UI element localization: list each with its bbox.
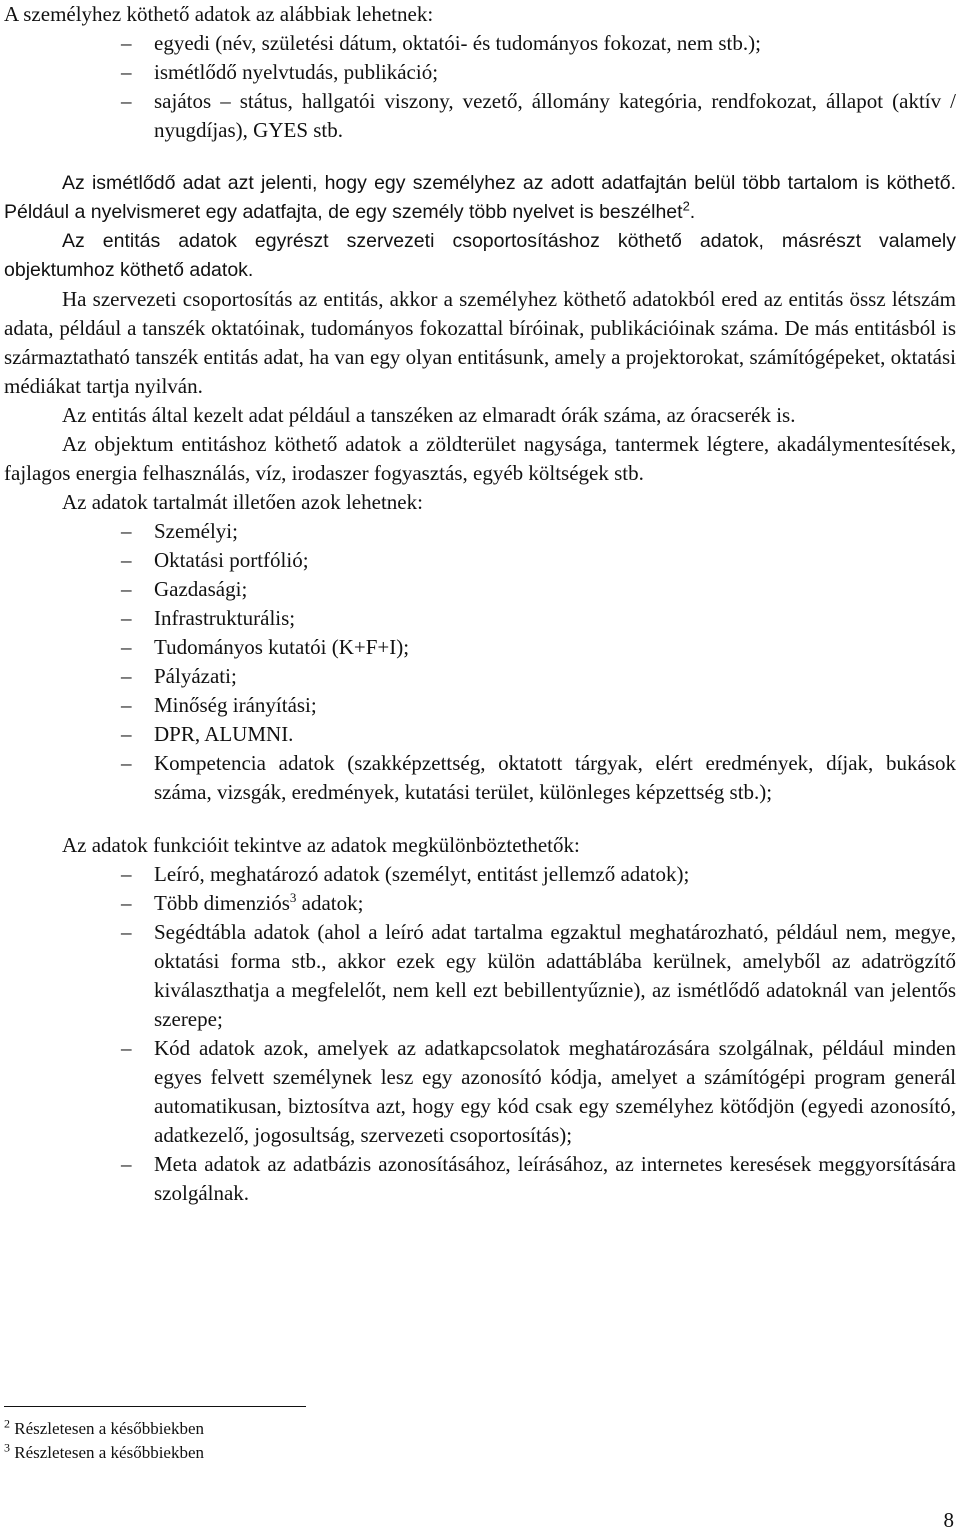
repeat-data-paragraph: Az ismétlődő adat azt jelenti, hogy egy személyhez az adott adatfajtán belül több tartalom is köthető. Például a nyelvismeret egy adatfajta, de egy személy több nyelvet is beszélhet$^2$. (4, 172, 956, 223)
footnote-divider (4, 1406, 306, 1407)
object-entity-paragraph: Az objektum entitáshoz köthető adatok a zöldterület nagysága, tantermek légtere, akadálymentesítések, fajlagos energia felhasználás, víz, irodaszer fogyasztás, egyéb költségek stb. (4, 432, 956, 485)
footnotes (4, 1417, 204, 1465)
page-number: 8 (943, 1508, 954, 1532)
function-type-list (4, 860, 956, 1208)
list-item: – Meta adatok az adatbázis azonosításához, leírásához, az internetes keresések meggyorsítására szolgálnak. (121, 1152, 956, 1205)
list-item: – Kód adatok azok, amelyek az adatkapcsolatok meghatározására szolgálnak, például minden egyes felvett személynek lesz egy azonosító kódja, amelyet a számítógépi program generál automatikusan, biztosítva azt, hogy egy kód csak egy személyhez kötődjön (egyedi azonosító, adatkezelő, jogosultság, szervezeti csoportosítás); (121, 1036, 956, 1147)
list-item: – Tudományos kutatói (K+F+I); (121, 635, 410, 659)
footnote: $^2$ Részletesen a későbbiekben (4, 1416, 205, 1438)
list-item: – sajátos – státus, hallgatói viszony, vezető, állomány kategória, rendfokozat, állapot (aktív / nyugdíjas), GYES stb. (121, 89, 956, 142)
list-item: – Infrastrukturális; (121, 606, 296, 630)
content-intro: Az adatok tartalmát illetően azok lehetnek: (62, 490, 423, 514)
list-item: – Minőség irányítási; (121, 693, 317, 717)
org-grouping-paragraph: Ha szervezeti csoportosítás az entitás, akkor a személyhez köthető adatokból ered az entitás össz létszám adata, például a tanszék oktatóinak, tudományos fokozattal bíróinak, publikációinak száma. De más entitásból is származtatható tanszék entitás adat, ha van egy olyan entitásunk, amely a projektorokat, számítógépeket, oktatási médiákat tartja nyilván. (4, 287, 956, 398)
function-intro: Az adatok funkcióit tekintve az adatok megkülönböztethetők: (62, 833, 580, 857)
list-item: – DPR, ALUMNI. (121, 722, 294, 746)
list-item: – ismétlődő nyelvtudás, publikáció; (121, 60, 439, 84)
list-item: – Kompetencia adatok (szakképzettség, oktatott tárgyak, elért eredmények, díjak, bukások száma, vizsgák, eredmények, kutatási terület, különleges képzettség stb.); (121, 751, 956, 804)
list-item: – Több dimenziós$^3$ adatok; (121, 890, 364, 915)
entity-managed-paragraph: Az entitás által kezelt adat például a tanszéken az elmaradt órák száma, az óracserék is. (62, 403, 796, 427)
document-body (4, 0, 956, 1208)
list-item: – Pályázati; (121, 664, 237, 688)
footnote: $^3$ Részletesen a későbbiekben (4, 1440, 205, 1462)
spacer (4, 145, 956, 169)
person-data-intro: A személyhez köthető adatok az alábbiak lehetnek: (4, 2, 434, 26)
list-item: – Gazdasági; (121, 577, 248, 601)
person-data-list (4, 29, 956, 145)
list-item: – egyedi (név, születési dátum, oktatói- és tudományos fokozat, nem stb.); (121, 31, 761, 55)
spacer (4, 807, 956, 831)
list-item: – Segédtábla adatok (ahol a leíró adat tartalma egzaktul meghatározható, például nem, megye, oktatási forma stb., akkor ezek egy külön adattáblába kerülnek, amelyből az adatrögzítő kiválaszthatja a megfelelőt, nem kell ezt bebillentyűznie), az ismétlődő adatoknál van jelentős szerepe; (121, 920, 956, 1031)
list-item: – Oktatási portfólió; (121, 548, 309, 572)
entity-data-paragraph: Az entitás adatok egyrészt szervezeti csoportosításhoz köthető adatok, másrészt valamely objektumhoz köthető adatok. (4, 230, 956, 281)
content-type-list (4, 517, 956, 807)
footnote-ref: 3 (289, 890, 297, 905)
list-item: – Leíró, meghatározó adatok (személyt, entitást jellemző adatok); (121, 862, 690, 886)
footnote-ref: 2 (682, 198, 690, 214)
list-item: – Személyi; (121, 519, 238, 543)
